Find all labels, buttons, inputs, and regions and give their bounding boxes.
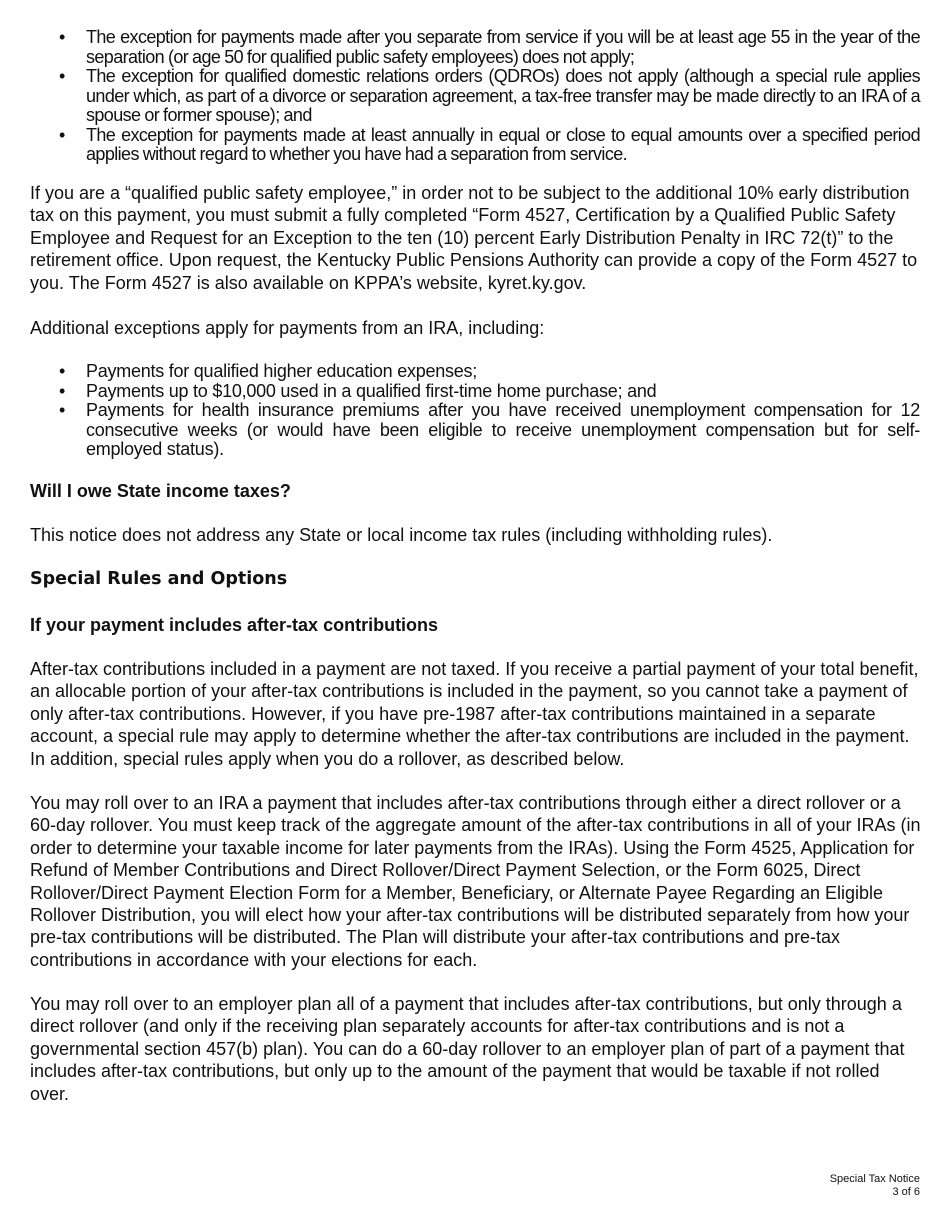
after-tax-heading: If your payment includes after-tax contributions [30,615,439,635]
list-item-text: Payments up to $10,000 used in a qualified first-time home purchase; and [86,380,657,401]
list-item-text: The exception for qualified domestic relations orders (QDROs) does not apply (although a special rule applies under which, as part of a divorce or separation agreement, a tax-free transfer may be made directly to an IRA of a spouse or former spouse); and [86,66,920,125]
bullet-icon: • [59,66,65,86]
list-item [30,382,920,402]
list-item [30,362,920,382]
bullet-icon: • [59,380,66,401]
ira-exception-list [30,362,920,460]
list-item-text: The exception for payments made at least annually in equal or close to equal amounts over a specified period applies without regard to whether you have had a separation from service. [86,124,920,164]
after-tax-paragraph-3: You may roll over to an employer plan all of a payment that includes after-tax contributions, but only through a direct rollover (and only if the receiving plan separately accounts for after-tax contributions and is not a governmental section 457(b) plan). You can do a 60-day rollover to an employer plan of part of a payment that includes after-tax contributions, but only up to the amount of the payment that would be taxable if not rolled over. [30,994,905,1104]
page-number: 3 of 6 [892,1186,920,1198]
list-item [30,67,920,126]
after-tax-paragraph-1: After-tax contributions included in a payment are not taxed. If you receive a partial payment of your total benefit, an allocable portion of your after-tax contributions is included in the payment, so you cannot take a payment of only after-tax contributions. However, if you have pre-1987 after-tax contributions maintained in a separate account, a special rule may apply to determine whether the after-tax contributions are included in the payment. In addition, special rules apply when you do a rollover, as described below. [30,659,919,769]
after-tax-paragraph-2: You may roll over to an IRA a payment that includes after-tax contributions through either a direct rollover or a 60-day rollover. You must keep track of the aggregate amount of the after-tax contributions in all of your IRAs (in order to determine your taxable income for later payments from the IRAs). Using the Form 4525, Application for Refund of Member Contributions and Direct Rollover/Direct Payment Selection, or the Form 6025, Direct Rollover/Direct Payment Election Form for a Member, Beneficiary, or Alternate Payee Regarding an Eligible Rollover Distribution, you will elect how your after-tax contributions will be distributed separately from how your pre-tax contributions will be distributed. The Plan will distribute your after-tax contributions and pre-tax contributions in accordance with your elections for each. [30,793,921,970]
public-safety-paragraph: If you are a “qualified public safety employee,” in order not to be subject to the additional 10% early distribution tax on this payment, you must submit a fully completed “Form 4527, Certification by a Qualified Public Safety Employee and Request for an Exception to the ten (10) percent Early Distribution Penalty in IRC 72(t)” to the retirement office. Upon request, the Kentucky Public Pensions Authority can provide a copy of the Form 4527 to you. The Form 4527 is also available on KPPA’s website, kyret.ky.gov. [30,183,918,293]
bullet-icon: • [59,361,66,381]
ira-exceptions-intro: Additional exceptions apply for payments from an IRA, including: [30,318,545,338]
footer-title: Special Tax Notice [829,1173,920,1185]
bullet-icon: • [59,124,65,145]
state-tax-heading: Will I owe State income taxes? [30,481,291,501]
bullet-icon: • [59,400,66,420]
list-item [30,28,920,67]
bullet-icon: • [59,27,65,47]
list-item-text: Payments for qualified higher education expenses; [86,361,478,381]
page-footer [830,1173,920,1199]
list-item-text: Payments for health insurance premiums after you have received unemployment compensation for 12 consecutive weeks (or would have been eligible to receive unemployment compensation but for self-employed status). [86,400,920,459]
list-item [30,401,920,460]
exception-list [30,28,920,165]
section-title: Special Rules and Options [30,569,288,589]
list-item [30,126,920,165]
list-item-text: The exception for payments made after you separate from service if you will be at least age 55 in the year of the separation (or age 50 for qualified public safety employees) does not apply; [86,27,920,67]
state-tax-paragraph: This notice does not address any State or local income tax rules (including withholding rules). [30,525,773,545]
